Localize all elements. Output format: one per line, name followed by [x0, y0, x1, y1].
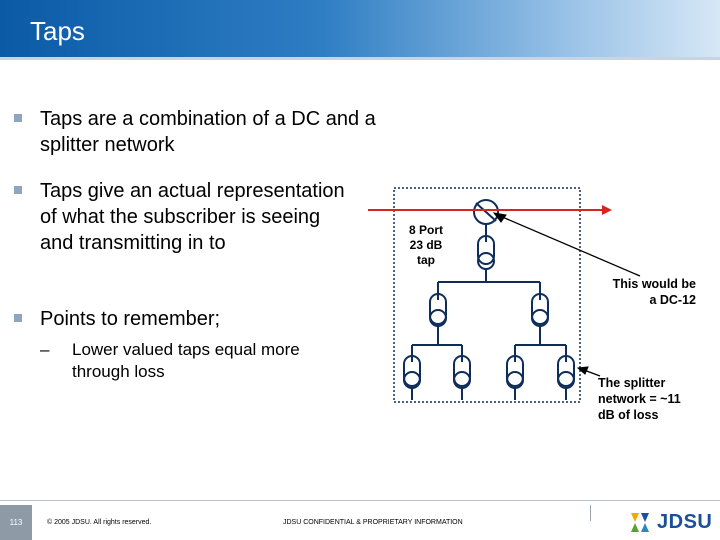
footer-separator [590, 505, 591, 521]
jdsu-logo-mark [627, 510, 653, 535]
splitter-level-3 [404, 356, 574, 400]
sub-bullet-dash: – [40, 340, 50, 359]
splitter-level-2 [412, 294, 566, 362]
sub-bullet-1-text: Lower valued taps equal more through loss [72, 340, 300, 381]
copyright-text: © 2005 JDSU. All rights reserved. [47, 519, 152, 526]
footer-divider [0, 500, 720, 501]
bullet-3-text: Points to remember; [40, 308, 221, 330]
dc-note: This would be a DC-12 [612, 277, 696, 307]
feed-line-arrowhead [602, 205, 612, 215]
splitter-note: The splitter network = ~11 dB of loss [598, 376, 681, 422]
slide-title: Taps [30, 16, 85, 46]
bullet-2-text: Taps give an actual representation of what the subscriber is seeing and transmitting in to [40, 180, 345, 254]
jdsu-logo [627, 510, 717, 535]
confidential-text: JDSU CONFIDENTIAL & PROPRIETARY INFORMATION [283, 519, 463, 526]
page-number: 113 [0, 505, 32, 540]
bullet-1-text: Taps are a combination of a DC and a splitter network [40, 108, 376, 156]
tap-label: 8 Port 23 dB tap [408, 223, 443, 267]
jdsu-logo-text: JDSU [657, 511, 713, 533]
splitter-level-1 [438, 236, 540, 300]
dc-note-arrow [500, 216, 640, 276]
tap-enclosure [394, 188, 580, 402]
